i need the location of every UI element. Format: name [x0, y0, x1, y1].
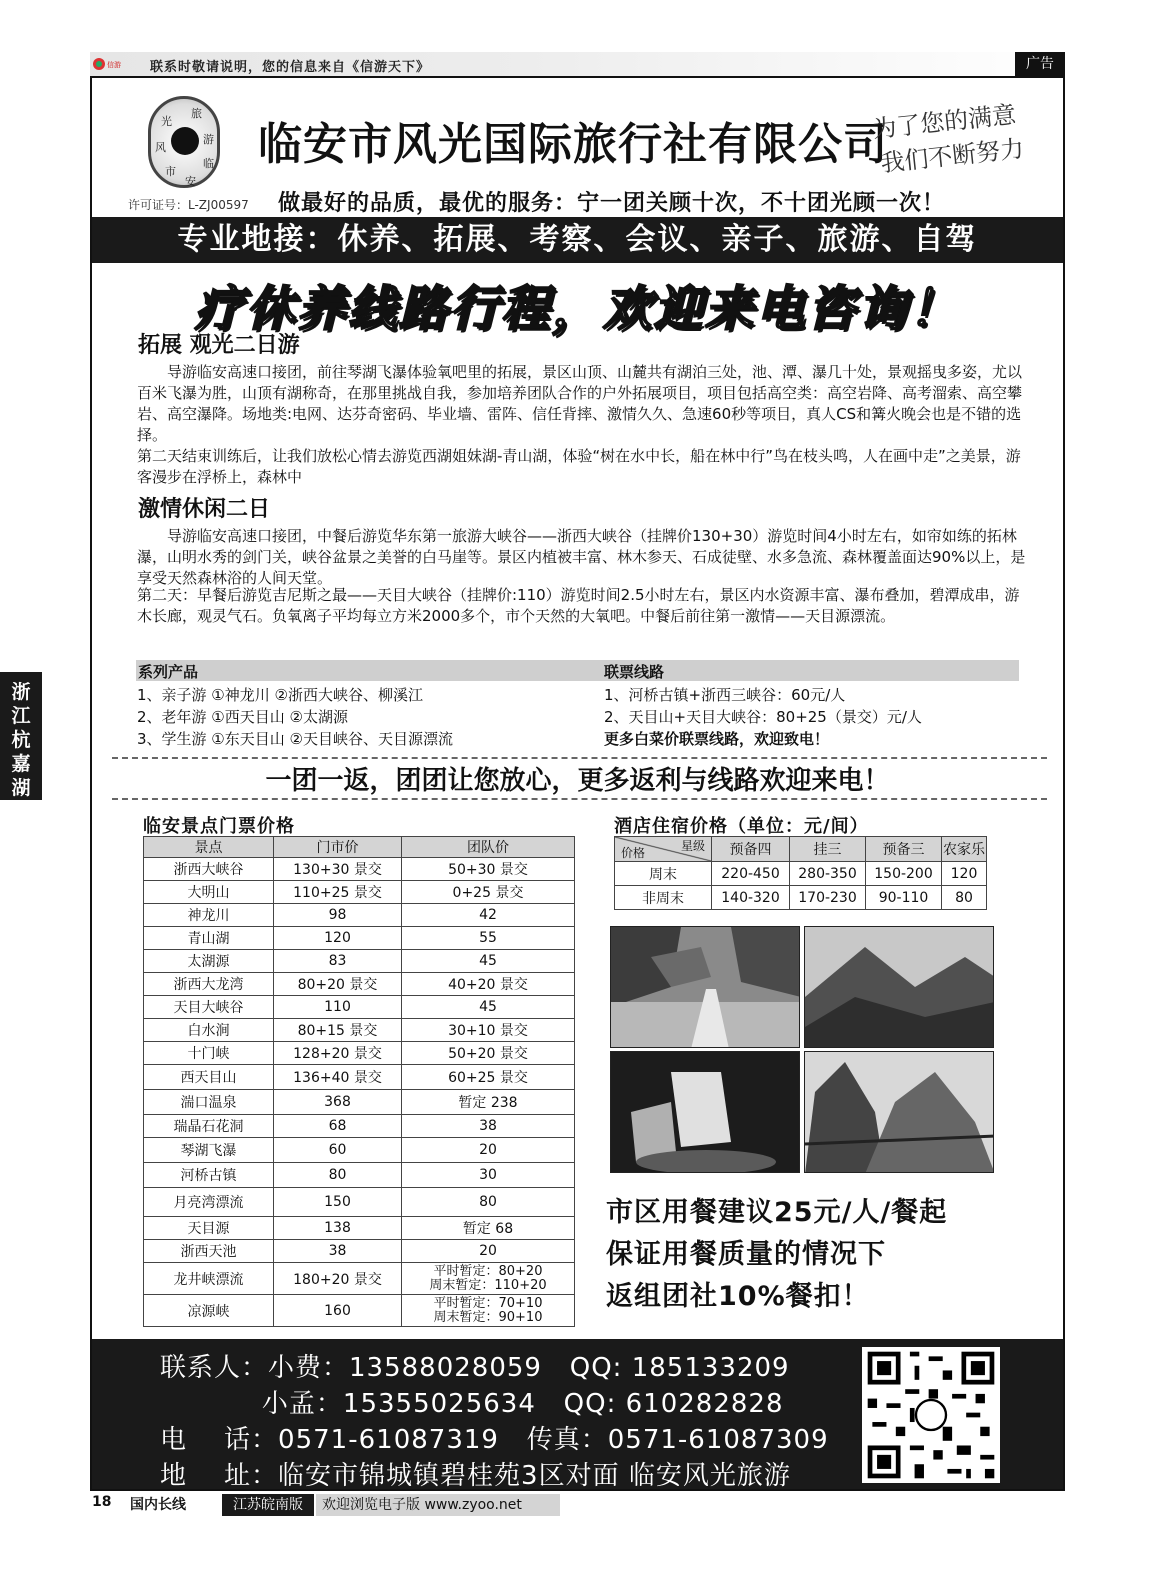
corner-star-label: 星级	[680, 839, 705, 853]
col-header: 团队价	[402, 837, 575, 858]
cell: 青山湖	[144, 927, 274, 950]
cell: 80	[274, 1163, 402, 1188]
cell: 天目大峡谷	[144, 996, 274, 1019]
region-char: 杭	[11, 729, 31, 751]
seal-char: 临	[203, 157, 214, 170]
meal-note-line: 保证用餐质量的情况下	[606, 1239, 886, 1270]
cell: 神龙川	[144, 904, 274, 927]
cell: 浙西天池	[144, 1240, 274, 1263]
seal-swirl-icon	[171, 127, 199, 155]
cell: 150	[274, 1188, 402, 1217]
slogan-line-1: 为了您的满意	[871, 100, 1018, 144]
table-row	[144, 1019, 575, 1042]
cell: 暂定 68	[402, 1217, 575, 1240]
ad-tag: 广告	[1015, 52, 1065, 76]
cell: 龙井峡漂流	[144, 1263, 274, 1295]
ticket-table-title: 临安景点门票价格	[143, 816, 295, 837]
hotel-table-title: 酒店住宿价格（单位：元/间）	[614, 816, 869, 837]
publisher-logo	[92, 55, 136, 73]
cell: 平时暂定：80+20 周末暂定：110+20	[402, 1263, 575, 1295]
divider	[112, 757, 1047, 759]
tour2-title: 激情休闲二日	[138, 496, 271, 522]
table-row	[144, 1188, 575, 1217]
tour1-title: 拓展 观光二日游	[138, 332, 300, 358]
series-products-heading: 系列产品	[138, 663, 199, 681]
website-note: 欢迎浏览电子版 www.zyoo.net	[316, 1494, 560, 1516]
services-band: 专业地接：休养、拓展、考察、会议、亲子、旅游、自驾	[92, 217, 1063, 263]
top-notice-bar	[90, 52, 1065, 76]
table-row	[144, 1240, 575, 1263]
cell: 浙西大龙湾	[144, 973, 274, 996]
cell: 50+30 景交	[402, 858, 575, 881]
svg-text:信游: 信游	[107, 61, 121, 69]
combo-item: 1、河桥古镇+浙西三峡谷：60元/人	[604, 686, 846, 704]
cell: 42	[402, 904, 575, 927]
cell: 30+10 景交	[402, 1019, 575, 1042]
col-header: 挂三	[790, 837, 866, 862]
tour1-day2: 第二天结束训练后，让我们放松心情去游览西湖姐妹湖-青山湖，体验“树在水中长，船在林中行”鸟在枝头鸣，人在画中走”之美景，游客漫步在浮桥上，森林中	[137, 447, 1021, 486]
slogan-line-2: 我们不断努力	[879, 134, 1026, 178]
cell: 瑞晶石花洞	[144, 1115, 274, 1138]
cell: 80+20 景交	[274, 973, 402, 996]
cell: 40+20 景交	[402, 973, 575, 996]
corner-price-label: 价格	[621, 846, 646, 860]
meal-note-line: 市区用餐建议25元/人/餐起	[606, 1197, 948, 1228]
cell: 150-200	[866, 862, 942, 886]
cell: 西天目山	[144, 1065, 274, 1090]
section-name: 国内长线	[130, 1497, 186, 1513]
cell: 45	[402, 996, 575, 1019]
contact-line: 小孟：15355025634 QQ: 610282828	[160, 1389, 784, 1419]
combo-tickets-heading: 联票线路	[604, 663, 665, 681]
col-header: 预备三	[866, 837, 942, 862]
cell: 160	[274, 1295, 402, 1327]
cell: 大明山	[144, 881, 274, 904]
hotel-price-table	[614, 836, 987, 910]
cell: 110+25 景交	[274, 881, 402, 904]
meal-note-line: 返组团社10%餐扣！	[606, 1281, 870, 1312]
photo-cliff-walkway	[804, 1051, 994, 1173]
service-motto: 做最好的品质，最优的服务：宁一团关顾十次，不十团光顾一次！	[278, 191, 946, 216]
tour1-day1: 导游临安高速口接团，前往琴湖飞瀑体验氧吧里的拓展，景区山顶、山麓共有湖泊三处，池、潭、瀑几十处，景观摇曳多姿，尤以百米飞瀑为胜，山顶有湖称奇，在那里挑战自我，参加培养团队合作的户外拓展项目，项目包括高空类：高空岩降、高考溜索、高空攀岩、高空瀑降。场地类:电网、达芬奇密码、毕业墙、雷阵、信任背摔、激情久久、急速60秒等项目，真人CS和篝火晚会也是不错的选择。	[137, 363, 1023, 444]
table-row	[144, 1065, 575, 1090]
table-row	[144, 904, 575, 927]
table-row	[144, 881, 575, 904]
cell: 凉源峡	[144, 1295, 274, 1327]
table-row	[615, 886, 987, 910]
series-item: 3、学生游 ①东天目山 ②天目峡谷、天目源漂流	[137, 730, 453, 748]
cell: 非周末	[615, 886, 712, 910]
rebate-slogan: 一团一返，团团让您放心，更多返利与线路欢迎来电！	[265, 766, 890, 796]
photo-bridge-valley	[610, 926, 800, 1048]
table-row	[144, 996, 575, 1019]
cell: 368	[274, 1090, 402, 1115]
region-char: 江	[11, 705, 31, 727]
cell: 20	[402, 1138, 575, 1163]
table-row	[144, 1138, 575, 1163]
table-row	[144, 858, 575, 881]
corner-header	[615, 837, 712, 862]
table-row	[144, 927, 575, 950]
contact-band	[92, 1339, 1063, 1489]
cell: 平时暂定：70+10 周末暂定：90+10	[402, 1295, 575, 1327]
photo-mountain-ridge	[804, 926, 994, 1048]
cell: 60+25 景交	[402, 1065, 575, 1090]
combo-item: 2、天目山+天目大峡谷：80+25（景交）元/人	[604, 708, 922, 726]
cell: 68	[274, 1115, 402, 1138]
cell: 月亮湾漂流	[144, 1188, 274, 1217]
cell: 45	[402, 950, 575, 973]
region-side-tab	[0, 672, 42, 800]
cell: 30	[402, 1163, 575, 1188]
table-row	[144, 973, 575, 996]
photo-waterfall	[610, 1051, 800, 1173]
col-header: 预备四	[712, 837, 790, 862]
table-row	[144, 1217, 575, 1240]
cell: 280-350	[790, 862, 866, 886]
seal-char: 市	[165, 165, 176, 178]
col-header: 门市价	[274, 837, 402, 858]
tour2-day1: 导游临安高速口接团，中餐后游览华东第一旅游大峡谷——浙西大峡谷（挂牌价130+30）游览时间4小时左右，如帘如练的拓林瀑，山明水秀的剑门关，峡谷盆景之美誉的白马崖等。景区内植被丰富、林木参天、石成徒壁、水多急流、森林覆盖面达90%以上，是享受天然森林浴的人间天堂。	[137, 527, 1026, 587]
cell: 180+20 景交	[274, 1263, 402, 1295]
cell: 80+15 景交	[274, 1019, 402, 1042]
company-name: 临安市风光国际旅行社有限公司	[258, 119, 888, 170]
cell: 38	[274, 1240, 402, 1263]
cell: 98	[274, 904, 402, 927]
region-char: 嘉	[11, 753, 31, 775]
cell: 浙西大峡谷	[144, 858, 274, 881]
cell: 80	[942, 886, 987, 910]
cell: 83	[274, 950, 402, 973]
cell: 130+30 景交	[274, 858, 402, 881]
seal-char: 光	[161, 115, 172, 128]
cell: 天目源	[144, 1217, 274, 1240]
tour2-day2: 第二天：早餐后游览吉尼斯之最——天目大峡谷（挂牌价:110）游览时间2.5小时左右，景区内水资源丰富、瀑布叠加，碧潭成串，游木长廊，观灵气石。负氧离子平均每立方米2000多个，市个天然的大氧吧。中餐后前往第一激情——天目源漂流。	[137, 586, 1020, 625]
cell: 136+40 景交	[274, 1065, 402, 1090]
col-header: 农家乐	[942, 837, 987, 862]
table-row	[144, 1263, 575, 1295]
cell: 120	[274, 927, 402, 950]
cell: 38	[402, 1115, 575, 1138]
cell: 138	[274, 1217, 402, 1240]
cell: 太湖源	[144, 950, 274, 973]
cell: 琴湖飞瀑	[144, 1138, 274, 1163]
table-row	[144, 1042, 575, 1065]
cell: 110	[274, 996, 402, 1019]
cell: 128+20 景交	[274, 1042, 402, 1065]
series-item: 2、老年游 ①西天目山 ②太湖源	[137, 708, 348, 726]
ticket-price-table	[143, 836, 575, 1327]
qr-code-icon[interactable]	[862, 1347, 1000, 1483]
cell: 50+20 景交	[402, 1042, 575, 1065]
headline-banner: 疗休养线路行程，欢迎来电咨询！	[194, 281, 960, 337]
cell: 60	[274, 1138, 402, 1163]
region-char: 浙	[11, 681, 31, 703]
seal-char: 旅	[191, 107, 202, 120]
cell: 120	[942, 862, 987, 886]
table-row	[144, 950, 575, 973]
cell: 90-110	[866, 886, 942, 910]
table-row	[144, 1295, 575, 1327]
seal-char: 游	[203, 133, 214, 146]
col-header: 景点	[144, 837, 274, 858]
company-seal-logo	[148, 96, 220, 188]
cell: 170-230	[790, 886, 866, 910]
table-row	[144, 1090, 575, 1115]
cell: 20	[402, 1240, 575, 1263]
cell: 河桥古镇	[144, 1163, 274, 1188]
seal-char: 风	[155, 141, 166, 154]
region-char: 湖	[11, 777, 31, 799]
page-number: 18	[92, 1494, 112, 1510]
cell: 140-320	[712, 886, 790, 910]
cell: 暂定 238	[402, 1090, 575, 1115]
combo-more: 更多白菜价联票线路，欢迎致电！	[604, 730, 830, 748]
address-line: 地 址：临安市锦城镇碧桂苑3区对面 临安风光旅游	[160, 1461, 791, 1491]
contact-line: 联系人：小费：13588028059 QQ: 185133209	[160, 1353, 790, 1383]
divider	[112, 798, 1047, 800]
edition-badge: 江苏皖南版	[222, 1494, 314, 1516]
phone-fax-line: 电 话：0571-61087319 传真：0571-61087309	[160, 1425, 829, 1455]
cell: 周末	[615, 862, 712, 886]
cell: 55	[402, 927, 575, 950]
table-row	[615, 862, 987, 886]
cell: 220-450	[712, 862, 790, 886]
cell: 80	[402, 1188, 575, 1217]
table-row	[144, 1163, 575, 1188]
license-number: 许可证号：L-ZJ00597	[128, 198, 249, 212]
cell: 湍口温泉	[144, 1090, 274, 1115]
cell: 0+25 景交	[402, 881, 575, 904]
cell: 十门峡	[144, 1042, 274, 1065]
source-notice: 联系时敬请说明，您的信息来自《信游天下》	[150, 60, 431, 75]
table-row	[144, 1115, 575, 1138]
cell: 白水涧	[144, 1019, 274, 1042]
series-header	[136, 660, 1019, 681]
seal-char: 安	[185, 175, 196, 188]
series-item: 1、亲子游 ①神龙川 ②浙西大峡谷、柳溪江	[137, 686, 423, 704]
